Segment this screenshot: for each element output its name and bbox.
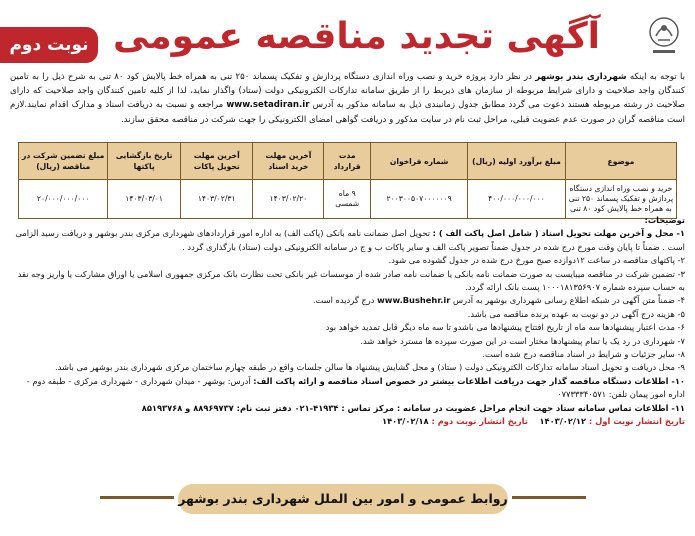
note-10-text: آدرس: بوشهر - میدان شهرداری - شهرداری مرکزی - طبقه دوم - اداره امور پیمان تلفن: ۰۷۷۳۳۳۴۰۵۷۱ [26, 375, 685, 400]
notes-section [10, 214, 685, 478]
note-10-heading: ۱۰- اطلاعات دستگاه مناقصه گذار جهت دریافت اطلاعات بیشتر در خصوص اسناد مناقصه و ارائه پاکت الف: [253, 375, 685, 386]
cell-estimated-amount: ۴۰۰/۰۰۰/۰۰۰/۰۰۰ [468, 180, 566, 219]
intro-text-1: با توجه به اینکه [626, 72, 685, 82]
intro-paragraph [10, 70, 685, 140]
organization-name: شهرداری بندر بوشهر [535, 72, 627, 82]
note-10 [10, 375, 685, 402]
cell-document-deadline: ۱۴۰۳/۰۲/۲۰ [253, 180, 324, 219]
second-publication-label: تاریخ انتشار نوبت دوم : [431, 416, 528, 427]
second-round-badge: نوبت دوم [0, 27, 98, 63]
page-title: آگهی تجدید مناقصه عمومی [112, 16, 600, 57]
note-1-heading: ۱- محل و آخرین مهلت تحویل اسناد ( شامل اصل پاکت الف ) : [432, 228, 685, 239]
tender-schedule-table [18, 142, 677, 219]
public-relations-footer: روابط عمومی و امور بین الملل شهرداری بندر بوشهر [178, 484, 508, 514]
intro-text-3: مراجعه و نسبت به دریافت اسناد و مدارک اقدام نمایند.لازم است مناقصه گران در صورت عدم عضویت قبلی، مراحل ثبت نام در سایت مذکور و دریافت گواهی امضای الکترونیکی را جهت شرکت در مناقصه محقق سازند. [10, 100, 685, 125]
note-4 [10, 294, 685, 307]
footer-divider-right [512, 496, 586, 507]
first-publication-date: ۱۴۰۳/۰۲/۱۲ [539, 416, 587, 427]
note-1-text: تحویل اصل ضمانت نامه بانکی (پاکت الف) به اداره امور قراردادهای شهرداری مرکزی بندر بوشهر و دریافت رسید الزامی است . ضمناً تا پایان وقت مورخ درج شده در جدول ضمناً تصویر پاکت الف و سایر پاکات ب و ج در سامانه الکترونیکی دولت (ستاد) بارگذاری گردد . [15, 228, 685, 252]
note-3: ۳- تضمین شرکت در مناقصه میبایست به صورت ضمانت نامه بانکی یا ضمانت نامه صادر شده از موسسات غیر بانکی تحت نظارت بانک مرکزی جمهوری اسلامی یا اوراق مشارکت یا واریز وجه نقد به حساب سپرده شماره ۱۰۰۰۱۸۱۳۵۶۹۰۷ پست بانک ارائه گردد. [17, 268, 685, 293]
column-header-envelope-deadline: آخرین مهلت تحویل پاکات [180, 143, 253, 180]
cell-contract-duration: ۹ ماه شمسی [324, 180, 371, 219]
note-9: ۹- محل دریافت و تحویل اسناد سامانه تدارکات الکترونیکی دولت ( ستاد) و محل گشایش پیشنهاد ها سالن جلسات واقع در طبقه چهارم ساختمان مرکزی شهرداری بندر بوشهر می باشد. [55, 362, 685, 373]
bushehr-website-link[interactable]: www.Bushehr.ir [377, 295, 451, 306]
column-header-guarantee-amount: مبلغ تضمین شرکت در مناقصه (ریال) [19, 143, 108, 180]
table-row [19, 180, 677, 219]
cell-call-number: ۲۰۰۳۰۰۵۰۷۰۰۰۰۰۰۹ [371, 180, 468, 219]
note-4-text-b: درج گردیده است. [312, 295, 378, 306]
first-publication-label: تاریخ انتشار نوبت اول : [588, 416, 685, 427]
setad-website-link[interactable]: www.setadiran.ir [226, 100, 310, 111]
column-header-subject: موضوع [565, 143, 676, 180]
publication-dates [10, 415, 685, 428]
note-11: ۱۱- اطلاعات تماس سامانه ستاد جهت انجام مراحل عضویت در سامانه : مرکز تماس : ۴۱۹۳۴-۰۲۱ دفتر ثبت نام: ۸۸۹۶۹۷۳۷ و ۸۵۱۹۳۷۶۸ [141, 402, 685, 413]
column-header-call-number: شماره فراخوان [371, 143, 468, 180]
table-header-row [19, 143, 677, 180]
note-5: ۵- هزینه درج آگهی در دو نوبت به عهده برنده مناقصه می باشد. [467, 308, 685, 319]
second-publication-date: ۱۴۰۳/۰۲/۱۸ [382, 416, 429, 427]
column-header-document-deadline: آخرین مهلت خرید اسناد [253, 143, 324, 180]
column-header-estimated-amount: مبلغ برآورد اولیه (ریال) [468, 143, 566, 180]
cell-guarantee-amount: ۲۰/۰۰۰/۰۰۰/۰۰۰ [19, 180, 108, 219]
note-1 [10, 227, 685, 254]
column-header-contract-duration: مدت قرارداد [324, 143, 371, 180]
cell-subject: خرید و نصب وراه اندازی دستگاه پردازش و تفکیک پسماند ۲۵۰ تنی به همراه خط پالایش کود ۸۰ تنی [565, 180, 676, 219]
intro-text-2: در نظر دارد پروژه خرید و نصب وراه اندازی دستگاه پردازش و تفکیک پسماند ۲۵۰ تنی به همراه خط پالایش کود ۸۰ تنی به شرح ذیل را به تامین کنندگان واجد صلاحیت و دارای شرایط مربوطه از سازمان های ذیربط را از طریق سامانه تدارکات الکترونیکی دولت (ستاد) واگذار نماید، لذا از کلیه تامین کنندگان واجد صلاحیت که دارای صلاحیت در رشته مربوطه هستند دعوت می گردد مطابق جدول زمانبندی ذیل به سامانه مذکور به آدرس [10, 72, 685, 111]
column-header-opening-date: تاریخ بازگشایی پاکتها [108, 143, 181, 180]
cell-envelope-deadline: ۱۴۰۳/۰۲/۳۱ [180, 180, 253, 219]
footer-divider-left [100, 496, 174, 507]
cell-opening-date: ۱۴۰۳/۰۳/۰۱ [108, 180, 181, 219]
municipality-emblem-icon [643, 14, 685, 58]
notes-heading: توضیحات: [644, 215, 685, 225]
note-2: ۲- پاکتهای مناقصه در ساعت ۱۲دوازده صبح مورخ درج شده در جدول گشوده می شود. [388, 255, 685, 266]
note-4-text-a: ۴- ضمناً متن آگهی در شبکه اطلاع رسانی شهرداری بوشهر به آدرس [450, 295, 685, 306]
note-7: ۷- شهرداری در رد یک یا تمام پیشنهادها مختار است در این صورت سپرده ها مسترد خواهد شد. [360, 335, 685, 346]
note-6: ۶- مدت اعتبار پیشنهادها سه ماه از تاریخ افتتاح پیشنهادها می باشدو تا سه ماه دیگر قابل تمدید خواهد بود [325, 322, 685, 333]
note-8: ۸- سایر جزئیات و شرایط در اسناد مناقصه درج شده است. [482, 349, 685, 360]
